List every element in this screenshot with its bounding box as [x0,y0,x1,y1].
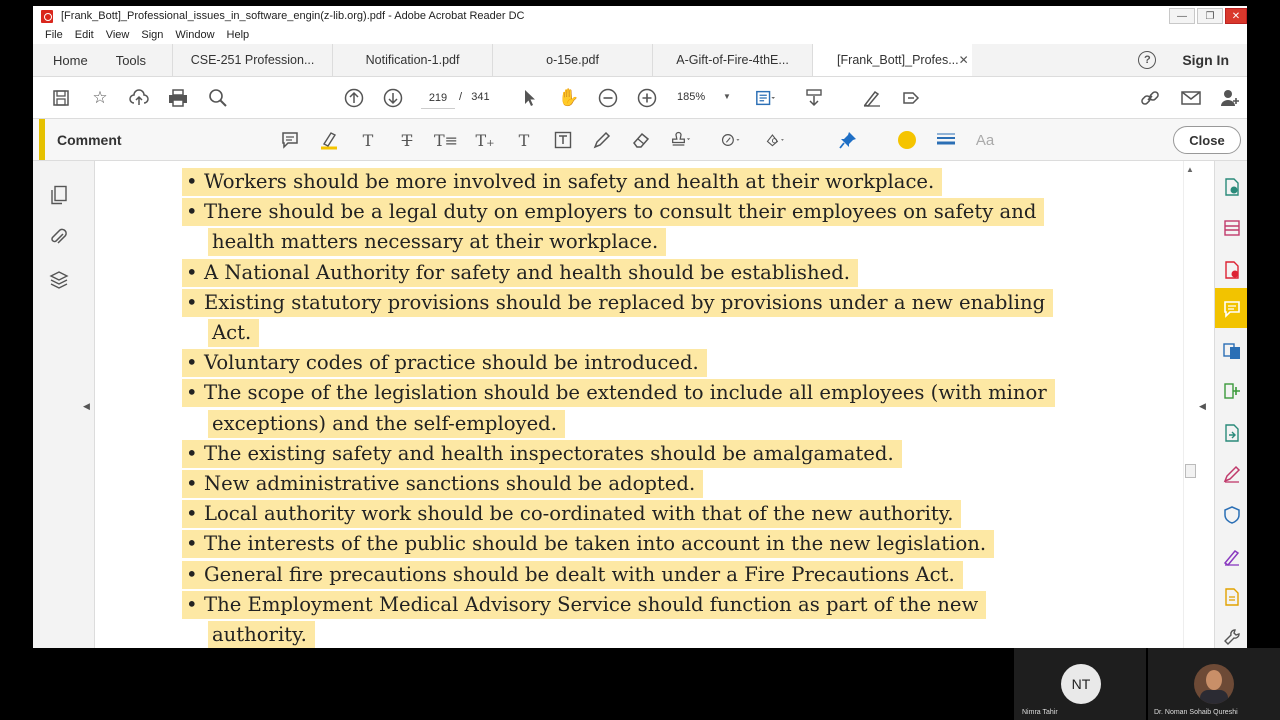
text-box-icon[interactable] [553,130,573,150]
send-for-review-icon[interactable] [1222,423,1242,443]
bullet-point-line [182,379,1055,407]
participant-avatar: NT [1061,664,1101,704]
comment-tool-label: Comment [57,132,122,148]
document-view[interactable] [95,161,1183,648]
tab-tools[interactable]: Tools [115,52,147,68]
bullet-point-line [182,440,902,468]
bullet-point-line [182,168,942,196]
line-text: The Employment Medical Advisory Service should function as part of the new [204,592,979,616]
email-icon[interactable] [1181,88,1201,108]
highlighter-icon[interactable] [319,130,339,150]
line-text: exceptions) and the self-employed. [212,411,557,435]
insert-text-icon[interactable]: T₊ [475,130,495,150]
sign-in-button[interactable]: Sign In [1182,52,1229,68]
line-text: Workers should be more involved in safety and health at their workplace. [204,170,935,193]
bullet-glyph: • [186,200,198,224]
select-cursor-icon[interactable] [520,88,540,108]
tab-document-active-label: [Frank_Bott]_Profes... [837,53,959,67]
acrobat-icon [41,10,53,23]
zoom-level-select[interactable]: 185% [677,91,706,103]
page-separator: / [459,91,463,103]
continuation-line [208,319,259,347]
add-user-icon[interactable] [1220,88,1240,108]
hand-pan-icon[interactable]: ✋ [558,88,580,107]
add-text-icon[interactable]: T [518,130,530,150]
search-zoom-icon[interactable] [208,88,228,108]
title-bar [33,6,1247,26]
window-title: [Frank_Bott]_Professional_issues_in_software_engin(z-lib.org).pdf - Adobe Acrobat Reader DC [61,10,525,22]
bullet-glyph: • [186,532,198,556]
scroll-up-icon[interactable]: ▲ [1186,165,1194,174]
link-icon[interactable] [1140,88,1160,108]
page-number-input[interactable]: 219 [421,87,455,109]
sign-pen-icon[interactable] [862,88,882,108]
line-text: The interests of the public should be taken into account in the new legislation. [204,532,987,556]
bullet-point-line [182,591,986,619]
participant-tile-nt [1014,648,1146,720]
bullet-point-line [182,349,707,377]
right-tools-pane [1214,161,1247,648]
tab-document-2[interactable]: Notification-1.pdf [332,44,492,76]
sign-document-icon[interactable] [1222,547,1242,567]
tab-document-3[interactable]: o-15e.pdf [492,44,652,76]
menu-bar [33,26,1247,44]
line-text: Local authority work should be co-ordinated with that of the new authority. [204,502,954,526]
print-icon[interactable] [168,88,188,108]
close-window-button[interactable]: ✕ [1225,8,1247,24]
participant-name: Dr. Noman Sohaib Qureshi [1154,709,1238,716]
collapse-left-pane-icon[interactable]: ◀ [83,401,90,411]
bullet-point-line [182,470,703,498]
organize-pages-icon[interactable] [1222,218,1242,238]
continuation-line [208,621,315,648]
menu-window[interactable]: Window [175,29,215,41]
bullet-point-line [182,259,858,287]
attachments-paperclip-icon[interactable] [49,227,69,247]
line-text: New administrative sanctions should be adopted. [204,472,696,495]
strikethrough-icon[interactable]: T [401,130,413,150]
restore-button[interactable]: ❐ [1197,8,1223,24]
line-text: Act. [212,321,252,344]
create-pdf-icon[interactable] [1222,260,1242,280]
page-thumbnails-icon[interactable] [49,185,69,205]
tab-document-4[interactable]: A-Gift-of-Fire-4thE... [652,44,812,76]
line-text: Existing statutory provisions should be replaced by provisions under a new enabling [204,290,1046,314]
highlight-color-picker[interactable] [898,131,916,149]
participant-tile-presenter [1148,648,1280,720]
attach-file-icon[interactable] [721,130,741,150]
bullet-point-line [182,530,994,558]
bullet-glyph: • [186,441,198,465]
bullet-glyph: • [186,170,198,193]
line-text: General fire precautions should be dealt with under a Fire Precautions Act. [204,562,955,586]
tab-home[interactable]: Home [53,52,88,68]
pencil-draw-icon[interactable] [592,130,612,150]
pin-tool-icon[interactable] [838,130,858,150]
send-share-icon[interactable] [901,88,921,108]
edit-pen-icon[interactable] [1222,464,1242,484]
more-tools-wrench-icon[interactable] [1222,627,1242,647]
acrobat-window [33,6,1247,648]
export-pdf-icon[interactable] [1222,177,1242,197]
fill-sign-icon[interactable] [1222,381,1242,401]
layers-icon[interactable] [49,270,69,290]
bullet-glyph: • [186,592,198,616]
bullet-point-line [182,289,1053,317]
vertical-scrollbar[interactable] [1183,161,1197,648]
bullet-point-line [182,561,963,589]
page-count [459,91,490,103]
bullet-point-line [182,198,1044,226]
menu-edit[interactable]: Edit [74,29,94,41]
help-icon[interactable]: ? [1138,51,1156,69]
scroll-thumb[interactable] [1185,464,1196,478]
bullet-glyph: • [186,290,198,314]
fit-page-icon[interactable] [755,88,775,108]
bullet-glyph: • [186,472,198,495]
bullet-glyph: • [186,260,198,284]
minimize-button[interactable]: — [1169,8,1195,24]
line-text: Voluntary codes of practice should be introduced. [204,351,699,375]
eraser-icon[interactable] [631,130,651,150]
tab-bar [33,44,1247,77]
menu-help[interactable]: Help [226,29,250,41]
menu-view[interactable]: View [105,29,130,41]
bullet-point-line [182,500,961,528]
bullet-glyph: • [186,351,198,375]
main-toolbar [33,77,1247,119]
sticky-note-icon[interactable] [280,130,300,150]
participant-name: Nimra Tahir [1022,709,1058,716]
menu-sign[interactable]: Sign [141,29,164,41]
next-page-icon[interactable] [383,88,403,108]
bullet-glyph: • [186,502,198,526]
continuation-line [208,228,666,256]
line-text: authority. [212,623,307,646]
close-tab-icon[interactable]: ✕ [958,53,969,67]
bullet-glyph: • [186,381,198,405]
comment-tool-icon[interactable] [1222,299,1242,319]
line-weight-icon[interactable] [936,130,956,150]
bullet-glyph: • [186,562,198,586]
stamp-icon[interactable] [671,130,691,150]
zoom-dropdown-icon[interactable]: ▼ [723,92,731,101]
continuation-line [208,410,565,438]
underline-text-icon[interactable]: T [362,130,374,150]
comment-toolbar [33,119,1247,161]
zoom-in-icon[interactable] [637,88,657,108]
total-pages: 341 [471,91,490,103]
replace-text-icon[interactable]: T≡ [433,130,459,150]
close-comment-button[interactable]: Close [1173,126,1241,154]
participant-photo-avatar [1194,664,1234,704]
line-text: There should be a legal duty on employers to consult their employees on safety and [204,200,1037,224]
combine-files-icon[interactable] [1222,341,1242,361]
previous-page-icon[interactable] [344,88,364,108]
scrolling-mode-icon[interactable] [804,88,824,108]
zoom-out-icon[interactable] [598,88,618,108]
left-navigation-pane [33,161,95,648]
font-properties-icon[interactable]: Aa [975,131,995,149]
line-text: The existing safety and health inspectorates should be amalgamated. [204,441,894,465]
bookmark-star-icon[interactable]: ☆ [92,88,108,107]
upload-cloud-icon[interactable] [129,88,149,108]
protect-shield-icon[interactable] [1222,505,1242,525]
shapes-icon[interactable] [766,130,786,150]
line-text: health matters necessary at their workplace. [212,230,659,254]
menu-file[interactable]: File [45,29,63,41]
save-icon[interactable] [51,88,71,108]
comment-accent-bar [39,119,45,160]
collapse-right-pane-icon[interactable]: ◀ [1199,401,1206,411]
line-text: The scope of the legislation should be extended to include all employees (with minor [204,381,1047,405]
line-text: A National Authority for safety and health should be established. [204,260,850,284]
tab-document-1[interactable]: CSE-251 Profession... [172,44,332,76]
scan-ocr-icon[interactable] [1222,587,1242,607]
tab-document-active[interactable] [812,44,972,76]
